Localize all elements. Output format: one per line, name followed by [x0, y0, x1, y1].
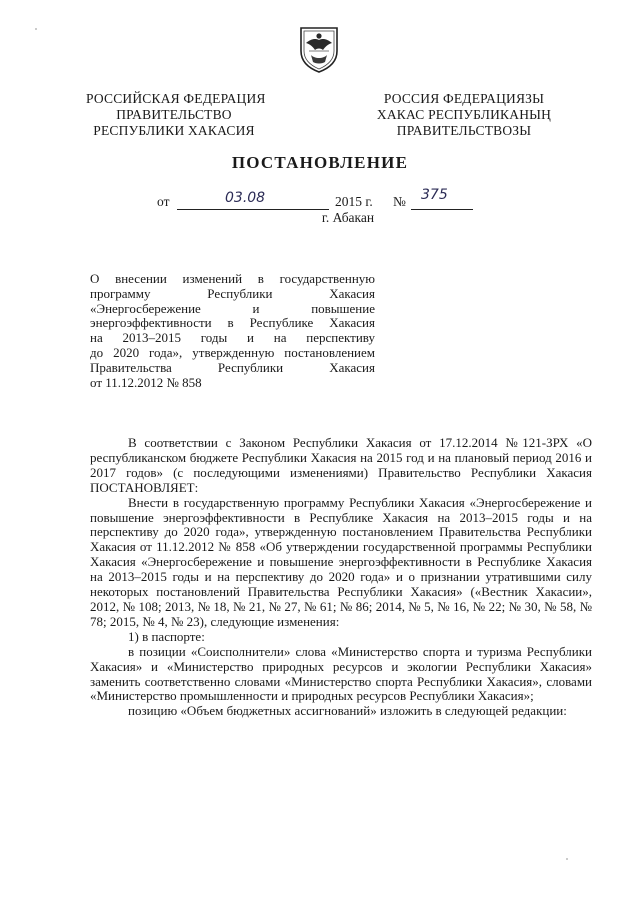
subject-block [90, 272, 375, 390]
header-line: РЕСПУБЛИКИ ХАКАСИЯ [93, 123, 255, 138]
subject-line: на 2013–2015 годы и на перспективу [90, 330, 375, 346]
scan-speck [566, 858, 568, 860]
header-khakas [375, 91, 553, 139]
body-paragraph: В соответствии с Законом Республики Хакасия от 17.12.2014 №121-ЗРХ «О республиканском бюджете Республики Хакасия на 2015 год и на плановый период 2016 и 2017 годов» (с последующими изменениями) Правительство Республики Хакасия ПОСТАНОВЛЯЕТ: [90, 435, 592, 495]
scan-speck [35, 28, 37, 30]
subject-line: программу Республики Хакасия [90, 285, 375, 301]
body-paragraph: в позиции «Соисполнители» слова «Министерство спорта и туризма Республики Хакасия» и «Министерство природных ресурсов и экологии Республики Хакасия» заменить соответственно словами «Министерство спорта Республики Хакасия», словами «Министерство промышленности и природных ресурсов Республики Хакасия»; [90, 643, 592, 704]
subject-line: «Энергосбережение и повышение [90, 300, 375, 316]
header-line: РОССИЯ ФЕДЕРАЦИЯЗЫ [383, 91, 545, 106]
subject-line: от 11.12.2012 № 858 [90, 374, 202, 390]
date-prefix: от [157, 194, 170, 209]
document-body [90, 436, 592, 719]
body-paragraph: 1) в паспорте: [128, 628, 205, 644]
header-russian [86, 91, 266, 139]
header-line: ХАКАС РЕСПУБЛИКАНЫҢ [376, 107, 552, 122]
city-name: г. Абакан [321, 210, 375, 225]
number-sign: № [393, 194, 406, 209]
coat-of-arms-icon [297, 25, 341, 73]
document-title: ПОСТАНОВЛЕНИЕ [231, 153, 409, 172]
body-paragraph: позицию «Объем бюджетных ассигнований» изложить в следующей редакции: [128, 703, 567, 719]
date-handwritten: 03.08 [225, 190, 266, 206]
header-line: ПРАВИТЕЛЬСТВОЗЫ [396, 123, 532, 138]
city-line [0, 210, 640, 226]
subject-line: Правительства Республики Хакасия [90, 359, 375, 375]
subject-line: энергоэффективности в Республике Хакасия [90, 315, 375, 331]
year-label: 2015 г. [335, 194, 373, 209]
header-line: РОССИЙСКАЯ ФЕДЕРАЦИЯ [86, 91, 266, 106]
subject-line: до 2020 года», утвержденную постановлением [90, 344, 375, 360]
body-paragraph: Внести в государственную программу Республики Хакасия «Энергосбережение и повышение энергоэффективности в Республике Хакасия на 2013–2015 годы и на перспективу до 2020 года», утвержденную постановлением Правительства Республики Хакасия от 11.12.2012 № 858 «Об утверждении государственной программы Республики Хакасия «Энергосбережение и повышение энергоэффективности в Республике Хакасия на 2013–2015 годы и на перспективу до 2020 года» и о признании утратившими силу некоторых постановлений Правительства Республики Хакасия» («Вестник Хакасии», 2012, № 108; 2013, № 18, № 21, № 27, № 61; № 86; 2014, № 5, № 16, № 22; № 30, № 58, № 78; 2015, № 4, № 23), следующие изменения: [90, 494, 592, 629]
subject-line: О внесении изменений в государственную [90, 271, 375, 286]
number-handwritten: 375 [421, 187, 448, 203]
header-line: ПРАВИТЕЛЬСТВО [116, 107, 232, 122]
